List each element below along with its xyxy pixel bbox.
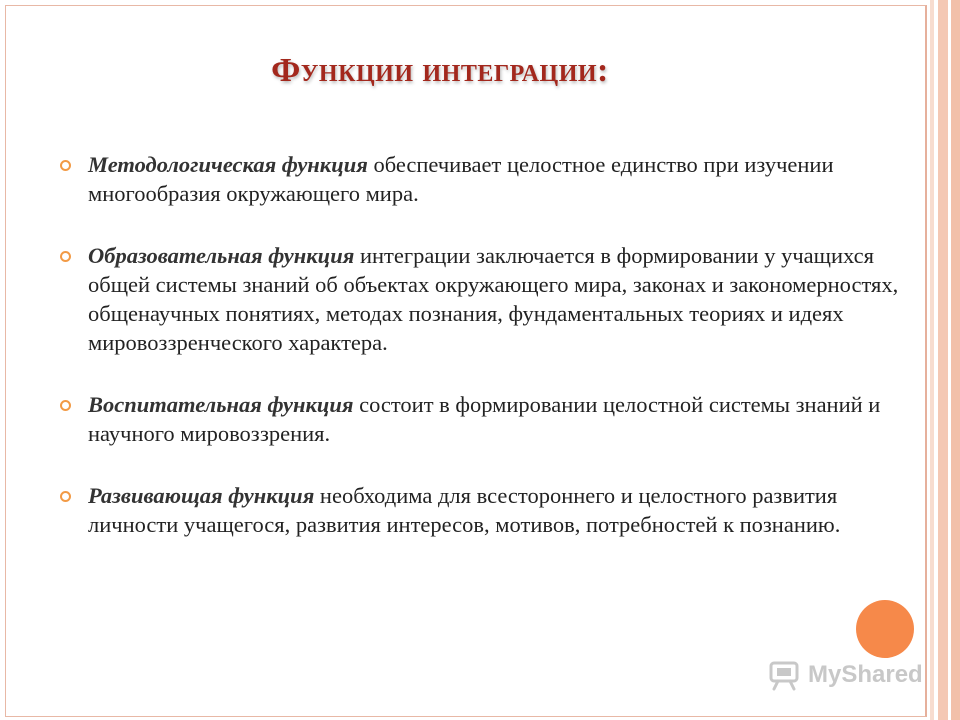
myshared-logo-icon xyxy=(768,659,802,691)
watermark-text: MyShared xyxy=(808,661,923,688)
function-description: обеспечивает целостное единство при изучении многообразия окружающего мира. xyxy=(88,152,834,206)
myshared-watermark xyxy=(768,658,923,692)
bullet-icon xyxy=(60,400,71,411)
list-item xyxy=(60,241,920,357)
function-term: Образовательная функция xyxy=(88,243,355,268)
bullet-icon xyxy=(60,491,71,502)
function-description: состоит в формировании целостной системы знаний и научного мировоззрения. xyxy=(88,392,881,446)
bullet-icon xyxy=(60,160,71,171)
slide-title: Функции интеграции: xyxy=(271,52,609,89)
decorative-stripe xyxy=(938,0,948,720)
list-item xyxy=(60,150,920,208)
decorative-stripe xyxy=(951,0,960,720)
bullet-icon xyxy=(60,251,71,262)
function-description: интеграции заключается в формировании у учащихся общей системы знаний об объектах окружающего мира, законах и закономерностях, общенаучных понятиях, методах познания, фундаментальных теориях и идеях мировоззренческого характера. xyxy=(88,243,899,355)
function-term: Методологическая функция xyxy=(88,152,368,177)
decorative-orange-circle xyxy=(856,600,914,658)
list-item xyxy=(60,481,920,539)
function-term: Воспитательная функция xyxy=(88,392,354,417)
list-item xyxy=(60,390,920,448)
bullet-list xyxy=(60,150,920,539)
function-description: необходима для всестороннего и целостного развития личности учащегося, развития интересов, мотивов, потребностей к познанию. xyxy=(88,483,841,537)
function-term: Развивающая функция xyxy=(88,483,315,508)
